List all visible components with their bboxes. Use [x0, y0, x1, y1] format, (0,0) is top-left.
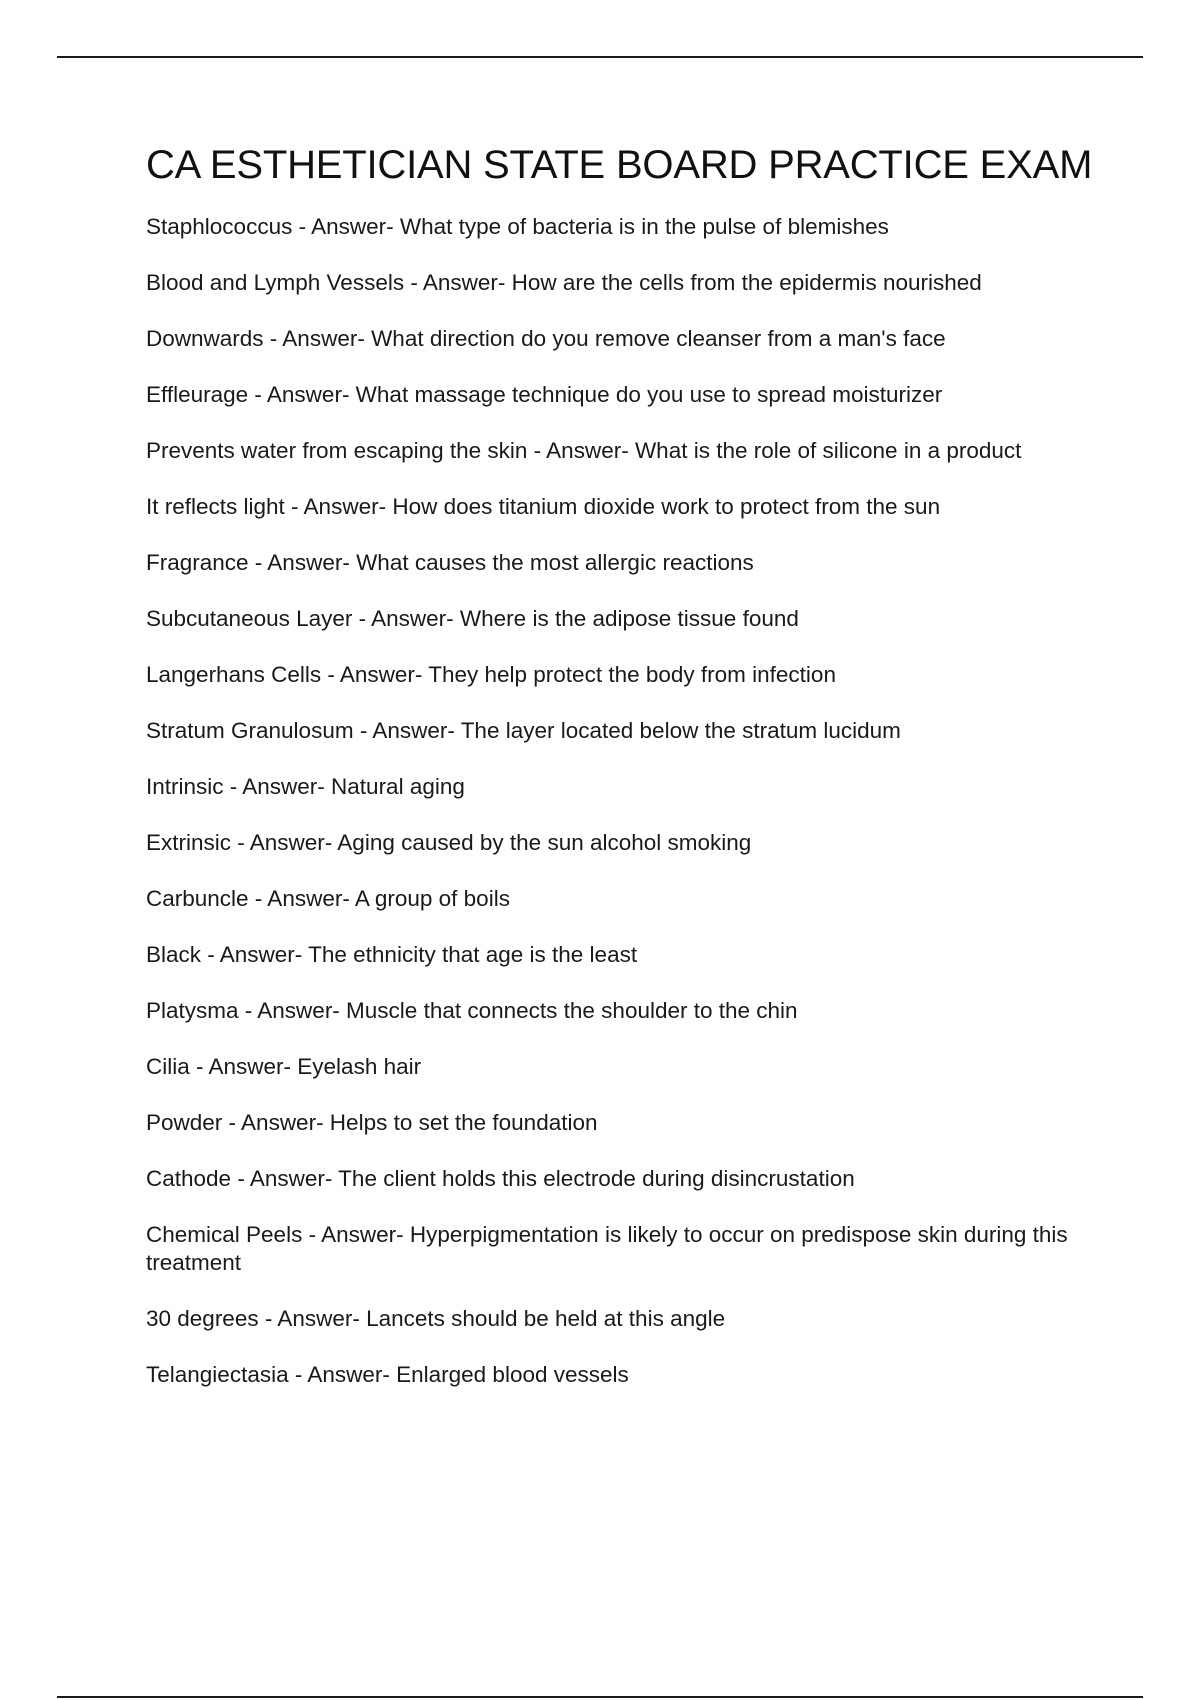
list-item: Blood and Lymph Vessels - Answer- How are the cells from the epidermis nourished	[146, 270, 982, 295]
list-item: Subcutaneous Layer - Answer- Where is the adipose tissue found	[146, 606, 799, 631]
list-item: Fragrance - Answer- What causes the most allergic reactions	[146, 550, 754, 575]
document-body	[146, 142, 1096, 1417]
list-item: Stratum Granulosum - Answer- The layer located below the stratum lucidum	[146, 718, 901, 743]
list-item: Prevents water from escaping the skin - Answer- What is the role of silicone in a product	[146, 438, 1022, 463]
qa-list	[146, 213, 1096, 1389]
list-item: Intrinsic - Answer- Natural aging	[146, 774, 465, 799]
list-item: Cathode - Answer- The client holds this electrode during disincrustation	[146, 1166, 855, 1191]
list-item: Telangiectasia - Answer- Enlarged blood vessels	[146, 1362, 629, 1387]
top-divider	[57, 56, 1143, 58]
list-item: Downwards - Answer- What direction do you remove cleanser from a man's face	[146, 326, 946, 351]
list-item: Platysma - Answer- Muscle that connects the shoulder to the chin	[146, 998, 798, 1023]
list-item: Langerhans Cells - Answer- They help protect the body from infection	[146, 662, 836, 687]
list-item: 30 degrees - Answer- Lancets should be held at this angle	[146, 1306, 726, 1331]
page-title: CA ESTHETICIAN STATE BOARD PRACTICE EXAM	[146, 143, 1093, 187]
list-item: Extrinsic - Answer- Aging caused by the sun alcohol smoking	[146, 830, 752, 855]
list-item: Powder - Answer- Helps to set the foundation	[146, 1110, 598, 1135]
list-item: Cilia - Answer- Eyelash hair	[146, 1054, 422, 1079]
list-item: It reflects light - Answer- How does titanium dioxide work to protect from the sun	[146, 494, 941, 519]
list-item: Black - Answer- The ethnicity that age is the least	[146, 942, 638, 967]
list-item: Effleurage - Answer- What massage technique do you use to spread moisturizer	[146, 382, 943, 407]
list-item: Staphlococcus - Answer- What type of bacteria is in the pulse of blemishes	[146, 214, 889, 239]
bottom-divider	[57, 1696, 1143, 1698]
list-item: Chemical Peels - Answer- Hyperpigmentation is likely to occur on predispose skin during this treatment	[146, 1222, 1068, 1275]
list-item: Carbuncle - Answer- A group of boils	[146, 886, 510, 911]
